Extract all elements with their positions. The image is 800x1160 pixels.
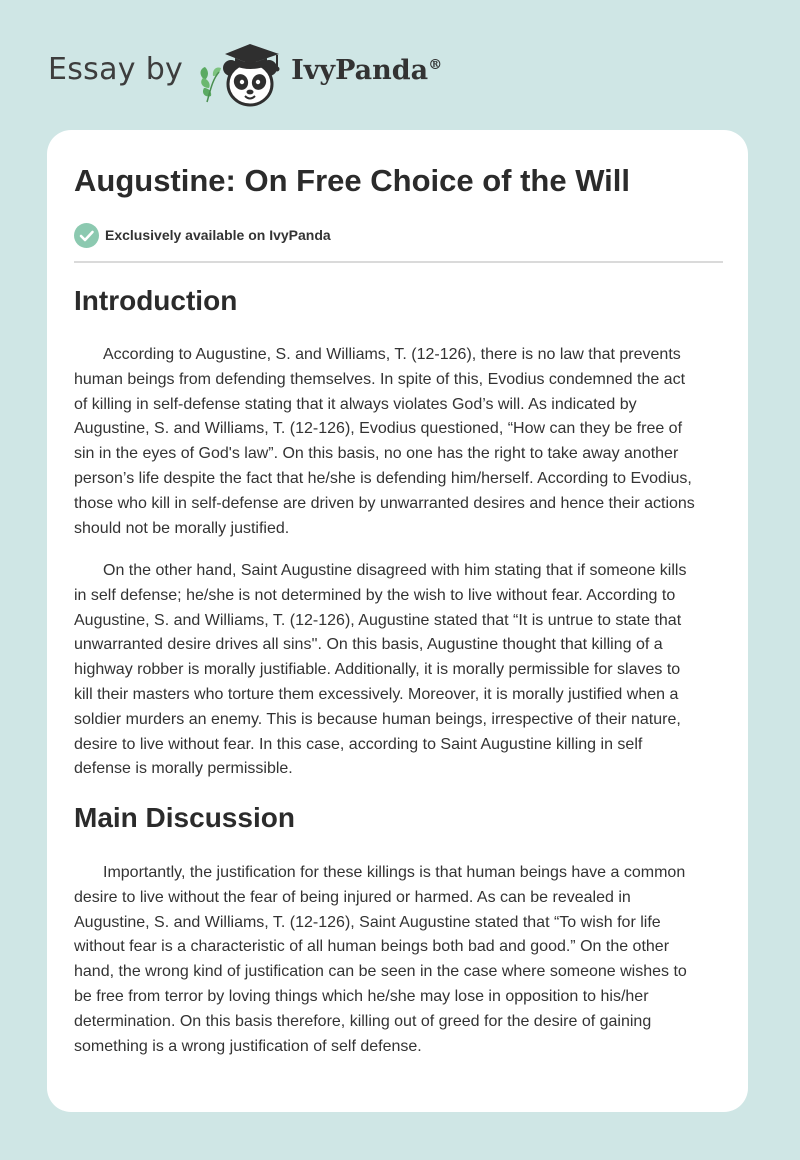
introduction-paragraph-1 xyxy=(74,343,724,541)
paragraph-line: kill their masters who torture them excessively. Moreover, it is morally justified when a xyxy=(74,685,679,703)
brand-prefix: Essay by xyxy=(48,51,184,87)
paragraph-line: highway robber is morally justifiable. Additionally, it is morally permissible for slaves to xyxy=(74,661,681,679)
essay-card xyxy=(47,130,748,1112)
paragraph-line: desire to live without fear. In this case, according to Saint Augustine killing in self xyxy=(74,735,643,753)
section-heading-main-discussion: Main Discussion xyxy=(74,802,295,833)
check-circle-icon xyxy=(74,223,99,248)
section-heading-introduction: Introduction xyxy=(74,285,238,316)
exclusive-badge xyxy=(74,222,331,248)
paragraph-line: person’s life despite the fact that he/she is defending him/herself. According to Evodius, xyxy=(74,469,692,487)
paragraph-line: defense is morally permissible. xyxy=(74,760,293,778)
essay-title: Augustine: On Free Choice of the Will xyxy=(74,163,631,198)
paragraph-line: According to Augustine, S. and Williams, T. (12-126), there is no law that prevents xyxy=(103,346,681,363)
paragraph-line: Augustine, S. and Williams, T. (12-126), Evodius questioned, “How can they be free of xyxy=(74,420,683,438)
paragraph-line: of killing in self-defense stating that it always violates God’s will. As indicated by xyxy=(74,395,637,413)
paragraph-line: determination. On this basis therefore, killing out of greed for the desire of gaining xyxy=(74,1012,652,1030)
panda-graduate-logo-icon xyxy=(197,36,289,110)
paragraph-line: Importantly, the justification for these killings is that human beings have a common xyxy=(103,864,686,881)
paragraph-line: be free from terror by loving things which he/she may lose in opposition to his/her xyxy=(74,987,649,1005)
paragraph-line: those who kill in self-defense are driven by unwarranted desires and hence their actions xyxy=(74,494,695,512)
paragraph-line: On the other hand, Saint Augustine disagreed with him stating that if someone kills xyxy=(103,562,687,579)
paragraph-line: in self defense; he/she is not determined by the wish to live without fear. According to xyxy=(74,586,676,604)
paragraph-line: soldier murders an enemy. This is because human beings, irrespective of their nature, xyxy=(74,710,681,728)
introduction-paragraph-2 xyxy=(74,559,724,782)
paragraph-line: unwarranted desire drives all sins''. On this basis, Augustine thought that killing of a xyxy=(74,636,663,654)
paragraph-line: sin in the eyes of God's law”. On this basis, no one has the right to take away another xyxy=(74,445,679,463)
paragraph-line: human beings from defending themselves. In spite of this, Evodius condemned the act xyxy=(74,370,686,388)
paragraph-line: something is a wrong justification of self defense. xyxy=(74,1037,422,1055)
brand-name: IvyPanda® xyxy=(291,54,443,86)
paragraph-line: Augustine, S. and Williams, T. (12-126), Saint Augustine stated that “To wish for life xyxy=(74,913,661,931)
paragraph-line: Augustine, S. and Williams, T. (12-126), Augustine stated that “It is untrue to state that xyxy=(74,611,682,629)
main-discussion-paragraph-1 xyxy=(74,861,724,1059)
paragraph-line: without fear is a characteristic of all human beings both bad and good.” On the other xyxy=(74,938,670,956)
title-divider xyxy=(74,261,723,263)
paragraph-line: should not be morally justified. xyxy=(74,519,290,537)
registered-mark: ® xyxy=(428,56,443,73)
brand-header xyxy=(48,36,442,110)
paragraph-line: hand, the wrong kind of justification can be seen in the case where someone wishes to xyxy=(74,963,687,981)
paragraph-line: desire to live without the fear of being injured or harmed. As can be revealed in xyxy=(74,888,631,906)
exclusive-badge-text: Exclusively available on IvyPanda xyxy=(105,227,331,243)
